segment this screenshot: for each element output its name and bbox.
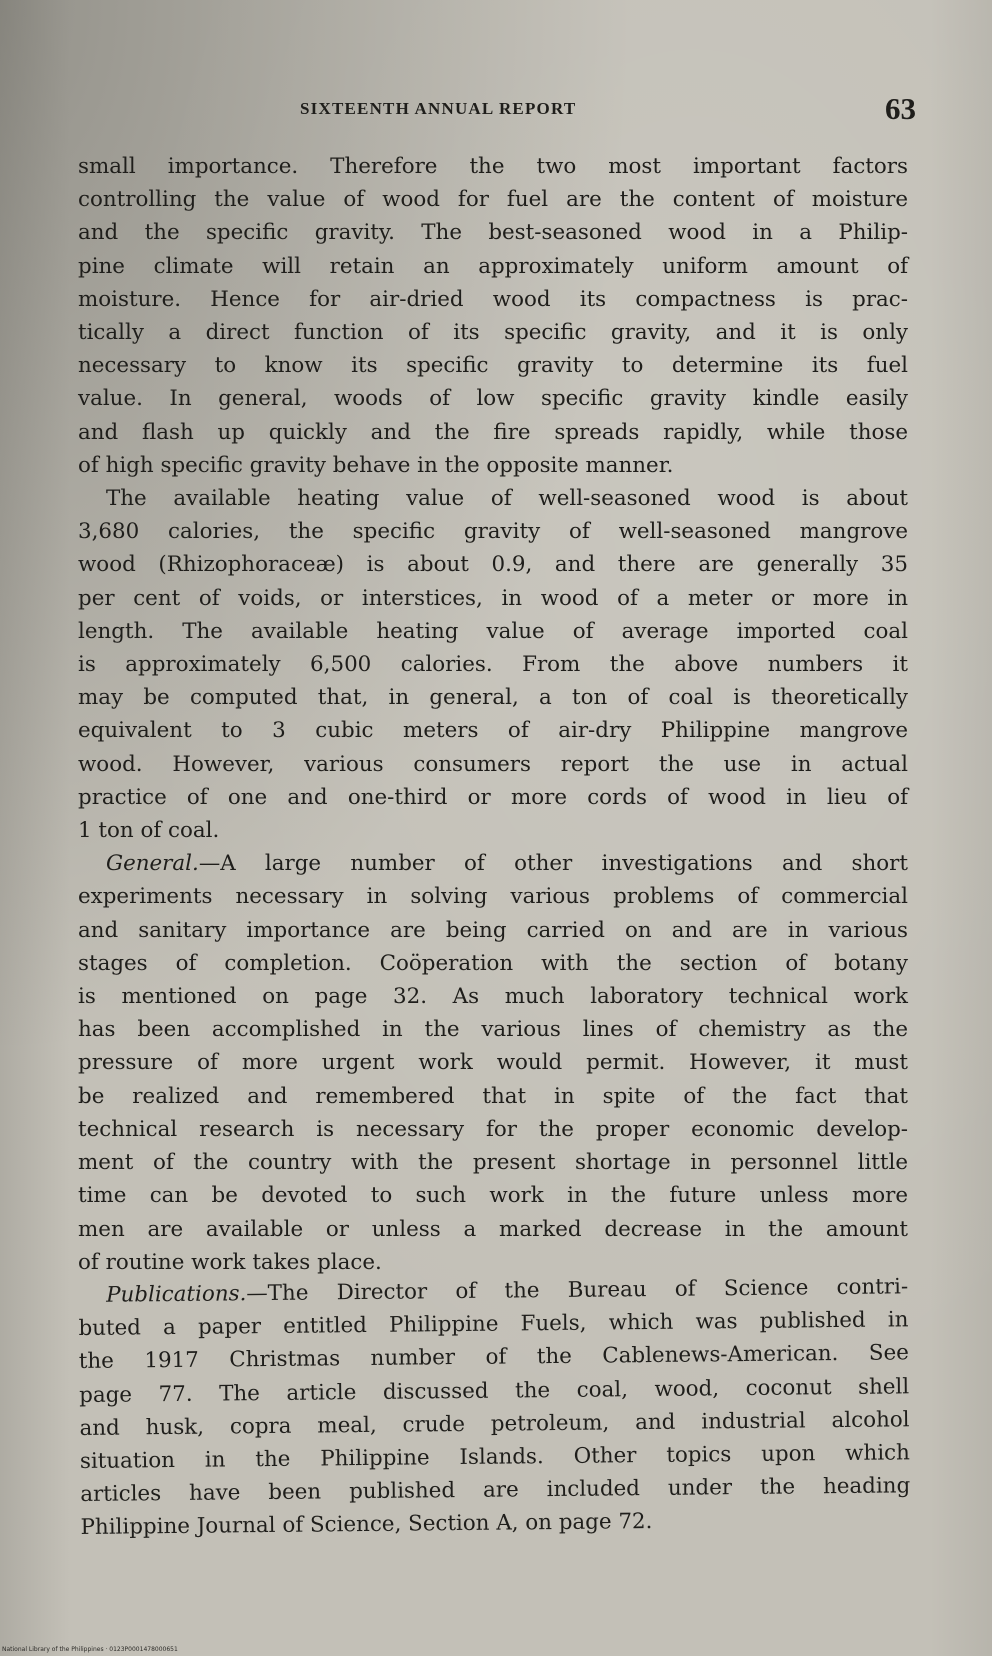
text-line: pine climate will retain an approximately uniform amount of (78, 253, 908, 279)
text-line: tically a direct function of its specific gravity, and it is only (78, 320, 908, 346)
text-line: stages of completion. Coöperation with the section of botany (78, 950, 908, 976)
body-text (78, 150, 911, 1545)
text-line: practice of one and one-third or more cords of wood in lieu of (78, 784, 908, 810)
text-line: The available heating value of well-seasoned wood is about (106, 486, 908, 512)
text-line: ment of the country with the present shortage in personnel little (78, 1150, 908, 1176)
text-line: has been accomplished in the various lines of chemistry as the (78, 1017, 908, 1043)
text-line: moisture. Hence for air-dried wood its compactness is prac- (78, 286, 908, 312)
text-line: pressure of more urgent work would permit. However, it must (78, 1050, 908, 1076)
text-line: and flash up quickly and the fire spreads rapidly, while those (78, 419, 908, 445)
text-line: situation in the Philippine Islands. Other topics upon which (79, 1440, 910, 1474)
text-line (78, 847, 908, 880)
text-line: and husk, copra meal, crude petroleum, and industrial alcohol (79, 1407, 910, 1441)
paragraph-publications (78, 1270, 911, 1544)
text-line: value. In general, woods of low specific gravity kindle easily (78, 386, 908, 412)
page-header (300, 93, 920, 133)
text-line: experiments necessary in solving various problems of commercial (78, 884, 908, 910)
text-line: 1 ton of coal. (78, 818, 220, 844)
text-line: men are available or unless a marked decrease in the amount (78, 1216, 908, 1242)
running-head: SIXTEENTH ANNUAL REPORT (300, 99, 577, 118)
text-line: length. The available heating value of average imported coal (78, 618, 908, 644)
text-line: buted a paper entitled Philippine Fuels, which was published in (78, 1307, 909, 1342)
scan-credit: National Library of the Philippines · 0123P0001478000651 (2, 1646, 178, 1653)
text-line: be realized and remembered that in spite of the fact that (78, 1083, 908, 1109)
text-line: wood (Rhizophoraceæ) is about 0.9, and there are generally 35 (78, 552, 908, 578)
text-line: controlling the value of wood for fuel are the content of moisture (78, 187, 908, 213)
text-run: —The Director of the Bureau of Science contri- (246, 1274, 909, 1307)
text-line: the 1917 Christmas number of the Cablenews-American. See (78, 1340, 909, 1375)
text-line: small importance. Therefore the two most important factors (78, 154, 908, 179)
paragraph-heating-value (78, 482, 908, 847)
text-line: articles have been published are included under the heading (80, 1473, 911, 1508)
text-line: page 77. The article discussed the coal, wood, coconut shell (79, 1373, 910, 1408)
text-run: —A large number of other investigations and short (198, 851, 908, 877)
text-line: and sanitary importance are being carried on and are in various (78, 917, 908, 943)
text-line: technical research is necessary for the proper economic develop- (78, 1116, 908, 1142)
text-line: 3,680 calories, the specific gravity of well-seasoned mangrove (78, 519, 908, 545)
section-heading-publications: Publications. (106, 1281, 247, 1308)
text-line: and the specific gravity. The best-seasoned wood in a Philip- (78, 220, 908, 246)
text-line: necessary to know its specific gravity to determine its fuel (78, 353, 908, 379)
text-line: time can be devoted to such work in the future unless more (78, 1183, 908, 1209)
text-line: per cent of voids, or interstices, in wood of a meter or more in (78, 585, 908, 611)
page-number: 63 (885, 91, 916, 126)
text-line: wood. However, various consumers report the use in actual (78, 751, 908, 777)
text-line: may be computed that, in general, a ton of coal is theoretically (78, 685, 908, 711)
text-line: is mentioned on page 32. As much laboratory technical work (78, 984, 908, 1010)
paragraph-fuel-factors (78, 150, 908, 482)
section-heading-general: General. (106, 851, 199, 877)
text-line: is approximately 6,500 calories. From the above numbers it (78, 652, 908, 678)
text-line: of high specific gravity behave in the opposite manner. (78, 452, 674, 478)
text-line: Philippine Journal of Science, Section A, on page 72. (80, 1509, 653, 1541)
paragraph-general (78, 847, 908, 1279)
text-line: of routine work takes place. (78, 1249, 382, 1275)
text-line: equivalent to 3 cubic meters of air-dry Philippine mangrove (78, 718, 908, 744)
